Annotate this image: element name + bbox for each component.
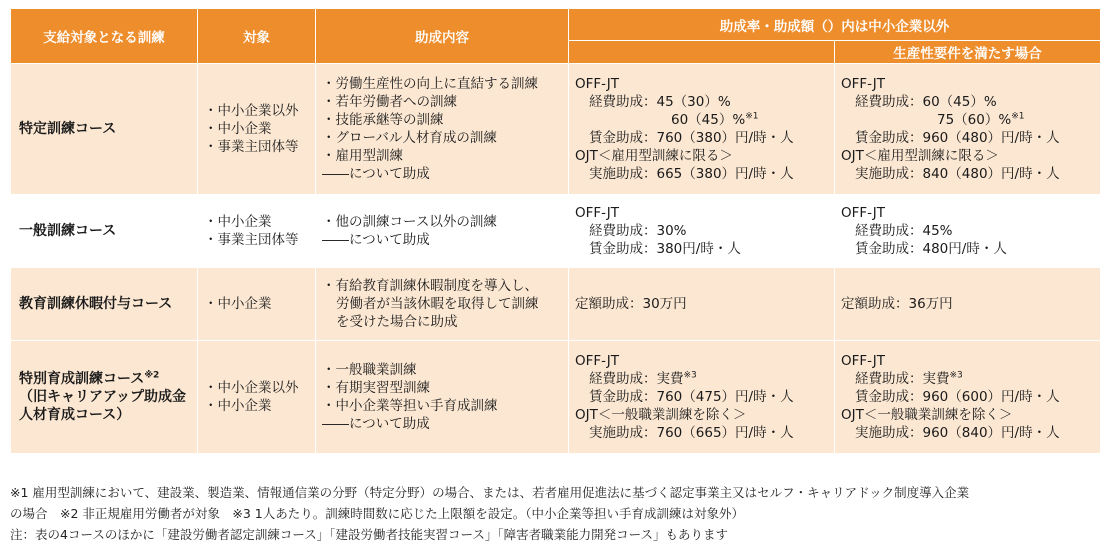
table-row bbox=[11, 195, 1101, 268]
rate-line: 経費助成：30% bbox=[589, 223, 687, 239]
content-item: ・労働生産性の向上に直結する訓練 bbox=[322, 76, 538, 92]
content-item: ・他の訓練コース以外の訓練 bbox=[322, 214, 497, 230]
rate-line: OFF-JT bbox=[841, 76, 886, 92]
footnote-2: の場合 ※2 非正規雇用労働者が対象 ※3 1人あたり。訓練時間数に応じた上限額を設定。（中小企業等担い手育成訓練は対象外） bbox=[10, 506, 745, 521]
rate-line: 60（45）%$^{※1}$ bbox=[671, 111, 759, 128]
rate-line: 75（60）%$^{※1}$ bbox=[937, 111, 1025, 128]
rate-line: OJT＜雇用型訓練に限る＞ bbox=[575, 148, 733, 164]
rate-line: 定額助成：30万円 bbox=[575, 296, 687, 312]
footnote-mark: ※2 bbox=[144, 370, 160, 381]
target-item: ・中小企業 bbox=[204, 296, 272, 312]
course-content bbox=[316, 341, 569, 454]
course-name: 特別育成訓練コース$^{※2}$ （旧キャリアアップ助成金 人材育成コース） bbox=[11, 341, 198, 454]
content-item: ・若年労働者への訓練 bbox=[322, 94, 457, 110]
rate-line: OFF-JT bbox=[575, 76, 620, 92]
rate-line: 賃金助成：380円/時・人 bbox=[589, 241, 741, 257]
content-item: を受けた場合に助成 bbox=[336, 314, 458, 330]
productivity-cell bbox=[835, 195, 1101, 268]
course-targets bbox=[198, 341, 316, 454]
rate-cell bbox=[569, 195, 835, 268]
rate-line: 経費助成：60（45）% bbox=[855, 94, 997, 110]
rate-line: 実施助成：760（665）円/時・人 bbox=[589, 425, 794, 441]
header-productivity: 生産性要件を満たす場合 bbox=[835, 41, 1101, 64]
rate-cell bbox=[569, 268, 835, 341]
table-row bbox=[11, 64, 1101, 195]
footnote-mark: ※1 bbox=[745, 111, 759, 122]
header-rate: 助成率・助成額（）内は中小企業以外 bbox=[569, 9, 1101, 41]
rate-line: 経費助成：45% bbox=[855, 223, 953, 239]
rate-line: OFF-JT bbox=[841, 353, 886, 369]
course-targets bbox=[198, 64, 316, 195]
rate-cell bbox=[569, 64, 835, 195]
content-item: ・技能承継等の訓練 bbox=[322, 112, 444, 128]
rate-line: 実施助成：840（480）円/時・人 bbox=[855, 166, 1060, 182]
footnote-mark: ※3 bbox=[683, 370, 697, 381]
rate-line: OFF-JT bbox=[841, 205, 886, 221]
rate-line: 実施助成：960（840）円/時・人 bbox=[855, 425, 1060, 441]
header-course: 支給対象となる訓練 bbox=[11, 9, 198, 64]
rate-line: OFF-JT bbox=[575, 205, 620, 221]
target-item: ・中小企業以外 bbox=[204, 103, 299, 119]
rate-line: 賃金助成：960（480）円/時・人 bbox=[855, 130, 1060, 146]
rate-line: OJT＜一般職業訓練を除く＞ bbox=[841, 407, 1013, 423]
target-item: ・中小企業 bbox=[204, 398, 272, 414]
target-item: ・中小企業以外 bbox=[204, 380, 299, 396]
content-item: ――について助成 bbox=[322, 416, 430, 432]
course-targets bbox=[198, 195, 316, 268]
content-item: 労働者が当該休暇を取得して訓練 bbox=[336, 296, 539, 312]
content-item: ・一般職業訓練 bbox=[322, 362, 417, 378]
course-targets bbox=[198, 268, 316, 341]
table-row bbox=[11, 341, 1101, 454]
course-name: 一般訓練コース bbox=[11, 195, 198, 268]
rate-line: 実施助成：665（380）円/時・人 bbox=[589, 166, 794, 182]
productivity-cell bbox=[835, 64, 1101, 195]
target-item: ・事業主団体等 bbox=[204, 139, 299, 155]
rate-line: 賃金助成：760（475）円/時・人 bbox=[589, 389, 794, 405]
course-name: 教育訓練休暇付与コース bbox=[11, 268, 198, 341]
rate-line: OJT＜雇用型訓練に限る＞ bbox=[841, 148, 999, 164]
footnote-1: ※1 雇用型訓練において、建設業、製造業、情報通信業の分野（特定分野）の場合、または、若者雇用促進法に基づく認定事業主又はセルフ・キャリアドック制度導入企業 bbox=[10, 485, 970, 500]
content-item: ・グローバル人材育成の訓練 bbox=[322, 130, 497, 146]
footnote-mark: ※3 bbox=[949, 370, 963, 381]
rate-cell bbox=[569, 341, 835, 454]
header-target: 対象 bbox=[198, 9, 316, 64]
table-row bbox=[11, 268, 1101, 341]
footnote-3: 注：表の4コースのほかに「建設労働者認定訓練コース」「建設労働者技能実習コース」「障害者職業能力開発コース」もあります bbox=[10, 527, 728, 542]
target-item: ・中小企業 bbox=[204, 121, 272, 137]
rate-line: 経費助成：実費$^{※3}$ bbox=[855, 370, 963, 387]
content-item: ・有期実習型訓練 bbox=[322, 380, 430, 396]
rate-line: 賃金助成：760（380）円/時・人 bbox=[589, 130, 794, 146]
content-item: ――について助成 bbox=[322, 166, 430, 182]
content-item: ・中小企業等担い手育成訓練 bbox=[322, 398, 498, 414]
footnotes bbox=[10, 482, 1110, 545]
productivity-cell bbox=[835, 268, 1101, 341]
rate-line: 賃金助成：480円/時・人 bbox=[855, 241, 1007, 257]
subsidy-table bbox=[10, 8, 1101, 454]
header-rate-blank bbox=[569, 41, 835, 64]
productivity-cell bbox=[835, 341, 1101, 454]
content-item: ・雇用型訓練 bbox=[322, 148, 403, 164]
rate-line: OFF-JT bbox=[575, 353, 620, 369]
course-content bbox=[316, 268, 569, 341]
rate-line: OJT＜一般職業訓練を除く＞ bbox=[575, 407, 747, 423]
header-content: 助成内容 bbox=[316, 9, 569, 64]
target-item: ・中小企業 bbox=[204, 214, 272, 230]
course-content bbox=[316, 195, 569, 268]
content-item: ――について助成 bbox=[322, 232, 430, 248]
course-content bbox=[316, 64, 569, 195]
rate-line: 経費助成：実費$^{※3}$ bbox=[589, 370, 697, 387]
rate-line: 経費助成：45（30）% bbox=[589, 94, 731, 110]
rate-line: 賃金助成：960（600）円/時・人 bbox=[855, 389, 1060, 405]
target-item: ・事業主団体等 bbox=[204, 232, 299, 248]
rate-line: 定額助成：36万円 bbox=[841, 296, 953, 312]
content-item: ・有給教育訓練休暇制度を導入し、 bbox=[322, 278, 538, 294]
footnote-mark: ※1 bbox=[1011, 111, 1025, 122]
course-name: 特定訓練コース bbox=[11, 64, 198, 195]
